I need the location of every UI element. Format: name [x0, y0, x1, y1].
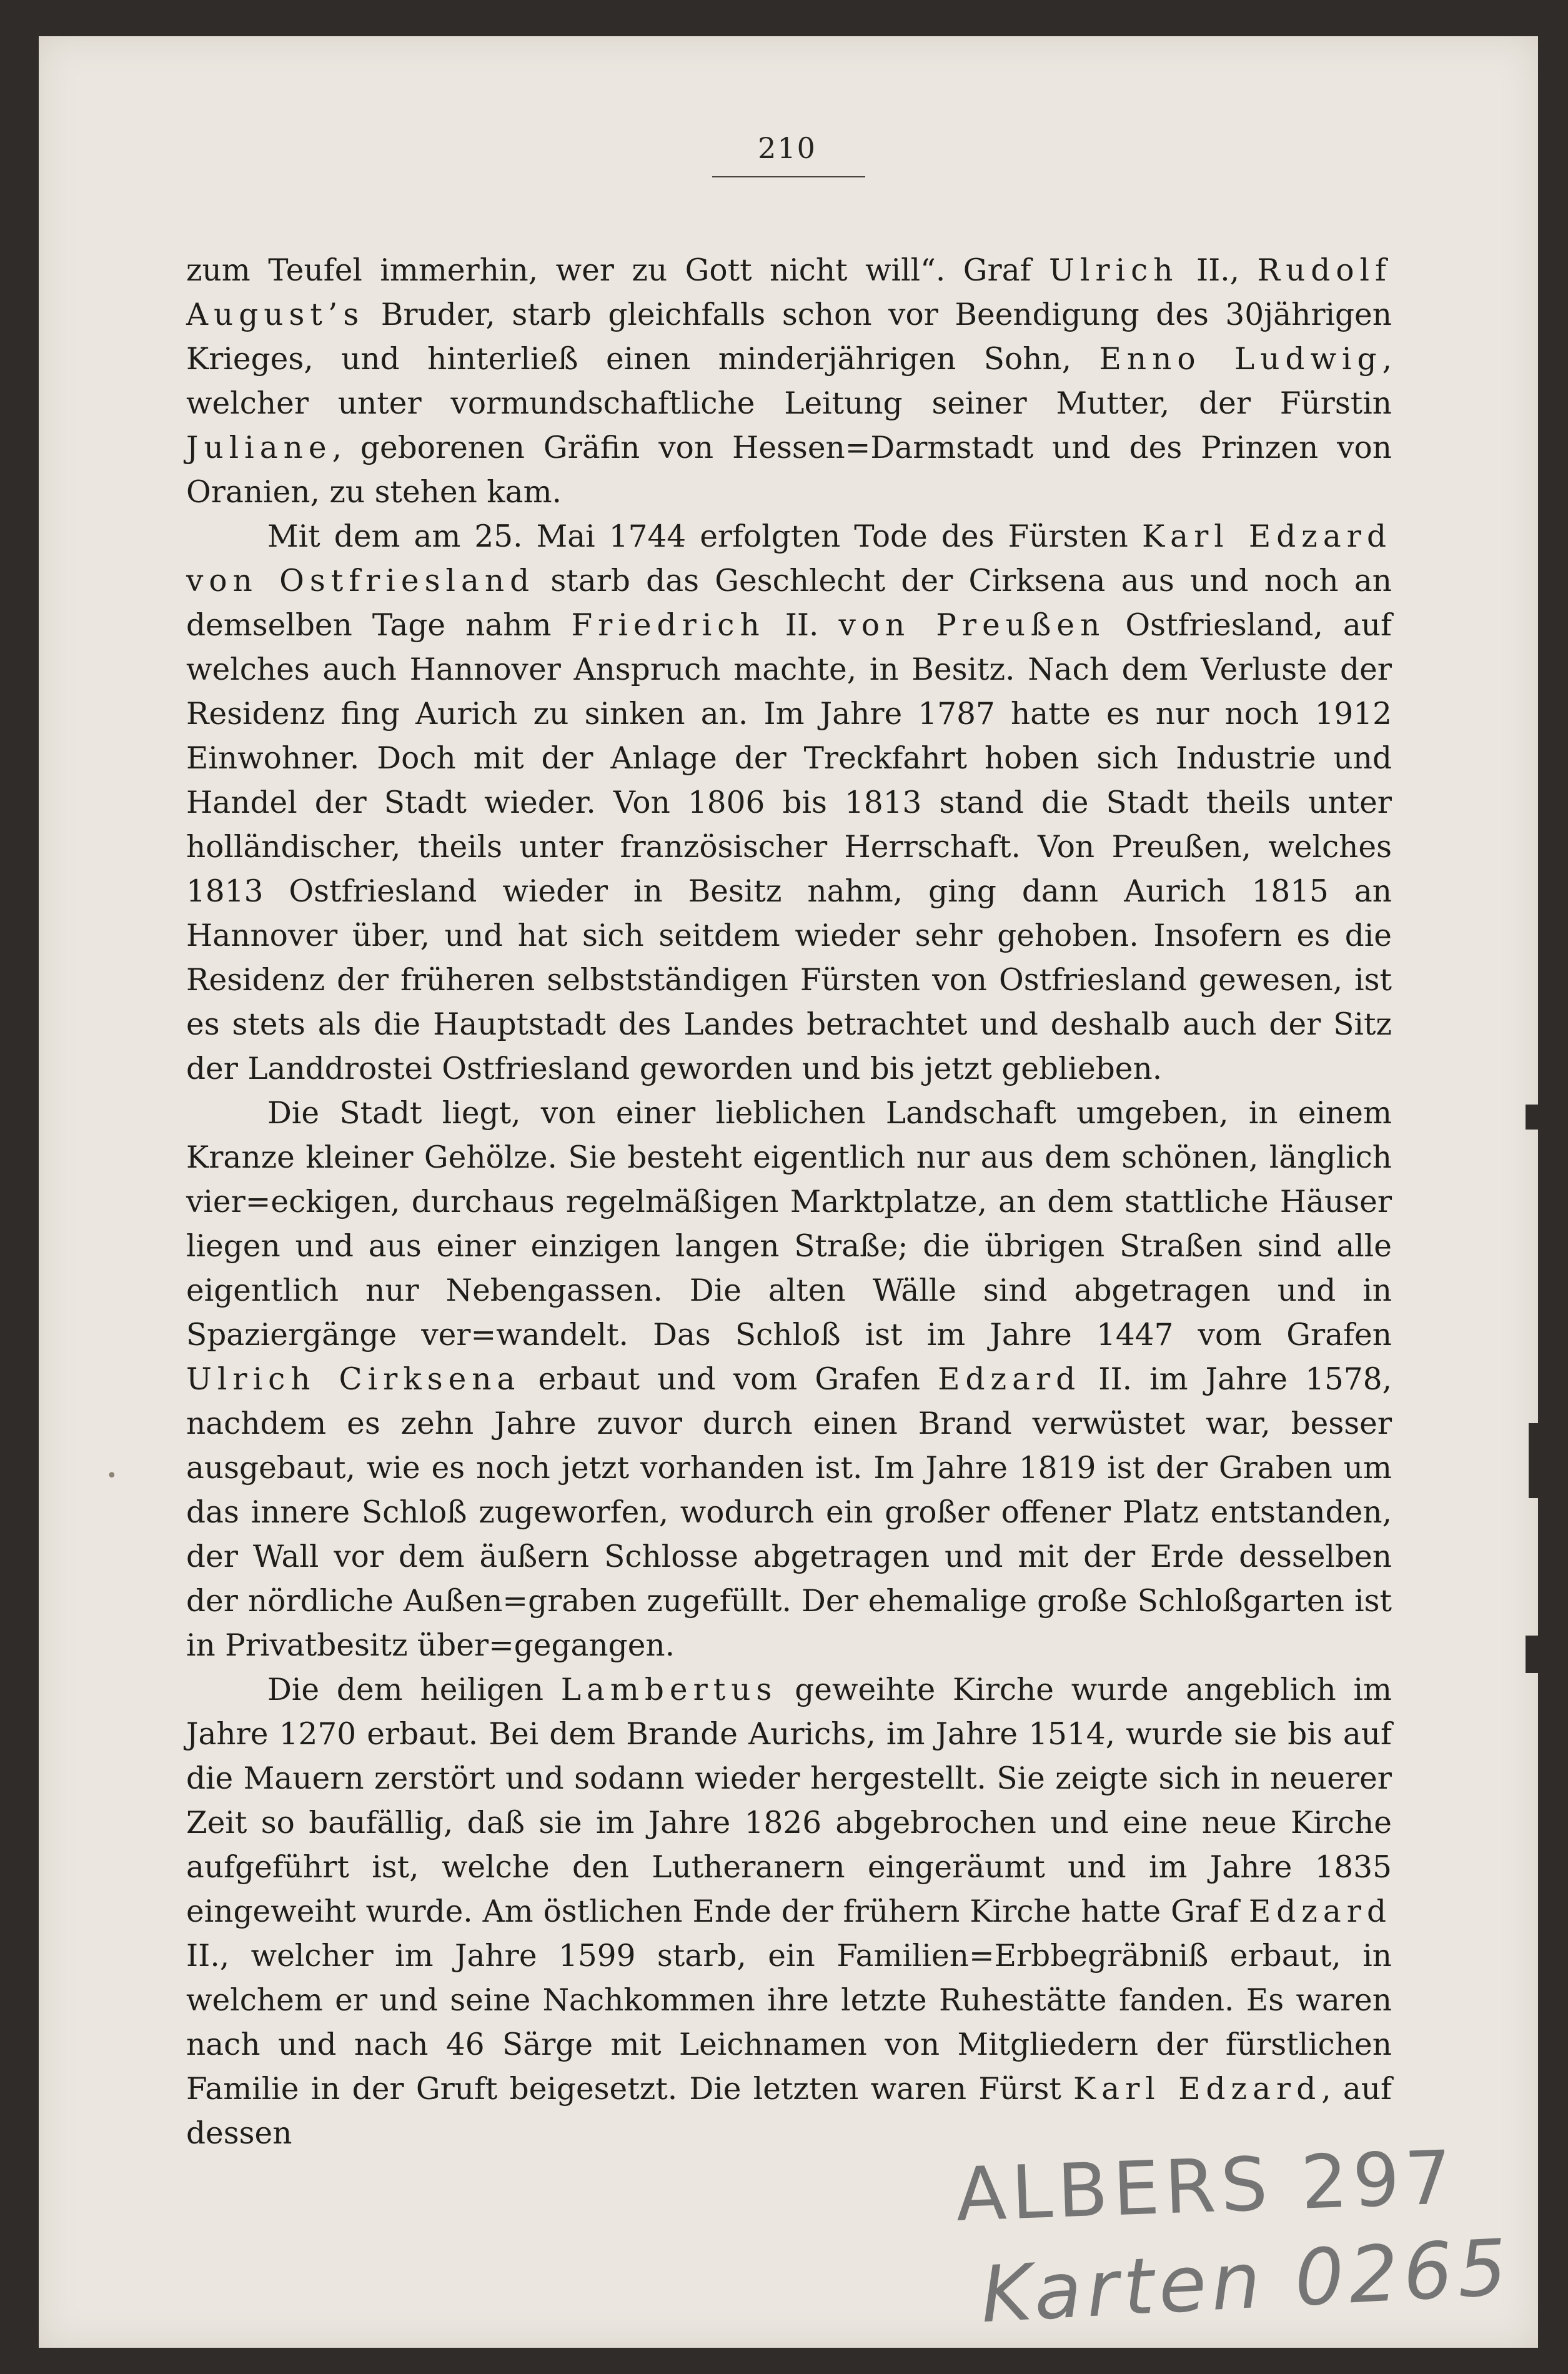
text-run: II., [1178, 253, 1258, 288]
text-run: , geborenen Gräfin von Hessen=Darmstadt und des Prinzen von Oranien, zu stehen kam. [186, 430, 1392, 510]
spaced-name: von Preußen [838, 608, 1106, 643]
torn-edge [1526, 1636, 1551, 1673]
spaced-name: Karl Edzard [1073, 2072, 1322, 2107]
spaced-name: Enno Ludwig [1099, 342, 1382, 377]
text-run: starb das Geschlecht der Cirksena aus und noch an demselben Tage nahm [186, 564, 1392, 643]
spaced-name: Lambertus [560, 1672, 778, 1707]
handwritten-annotation-box: Karten 0265 [978, 2222, 1514, 2341]
page-number: 210 [758, 131, 816, 165]
body-text [186, 249, 1392, 2156]
spaced-name: Ulrich [1049, 253, 1179, 288]
text-run: zum Teufel immerhin, wer zu Gott nicht will“. Graf [186, 253, 1049, 288]
text-run: Bruder, starb gleichfalls schon vor Beendigung des 30jährigen Krieges, und hinterließ einen minderjährigen Sohn, [186, 297, 1392, 377]
paragraph [186, 249, 1392, 515]
spaced-name: Karl Edzard von Ostfriesland [186, 519, 1392, 598]
text-run: , auf dessen [186, 2072, 1392, 2151]
spaced-name: Juliane [186, 430, 332, 465]
text-run: Die Stadt liegt, von einer lieblichen Landschaft umgeben, in einem Kranze kleiner Gehölze. Sie besteht eigentlich nur aus dem schönen, länglich vier=eckigen, durchaus regelmäßigen Marktplatze, an dem stattliche Häuser liegen und aus einer einzigen langen Straße; die übrigen Straßen sind alle eigentlich nur Nebengassen. Die alten Wälle sind abgetragen und in Spaziergänge ver=wandelt. Das Schloß ist im Jahre 1447 vom Grafen [186, 1096, 1392, 1353]
text-run: , welcher unter vormundschaftliche Leitung seiner Mutter, der Fürstin [186, 342, 1392, 421]
spaced-name: Friedrich [571, 608, 765, 643]
text-run: Ostfriesland, auf welches auch Hannover Anspruch machte, in Besitz. Nach dem Verluste der Residenz fing Aurich zu sinken an. Im Jahre 1787 hatte es nur noch 1912 Einwohner. Doch mit der Anlage der Treckfahrt hoben sich Industrie und Handel der Stadt wieder. Von 1806 bis 1813 stand die Stadt theils unter holländischer, theils unter französischer Herrschaft. Von Preußen, welches 1813 Ostfriesland wieder in Besitz nahm, ging dann Aurich 1815 an Hannover über, und hat sich seitdem wieder sehr gehoben. Insofern es die Residenz der früheren selbstständigen Fürsten von Ostfriesland gewesen, ist es stets als die Hauptstadt des Landes betrachtet und deshalb auch der Sitz der Landdrostei Ostfriesland geworden und bis jetzt geblieben. [186, 608, 1392, 1086]
header-rule [712, 176, 865, 177]
text-run: erbaut und vom Grafen [520, 1362, 938, 1397]
text-run: Mit dem am 25. Mai 1744 erfolgten Tode des Fürsten [267, 519, 1142, 554]
paragraph [186, 515, 1392, 1091]
margin-mark: • [106, 1465, 117, 1487]
spaced-name: Edzard [938, 1362, 1081, 1397]
spaced-name: Rudolf August’s [186, 253, 1392, 332]
spaced-name: Ulrich Cirksena [186, 1362, 521, 1397]
torn-edge [1529, 1423, 1554, 1498]
paragraph [186, 1668, 1392, 2156]
text-run: II. [765, 608, 839, 643]
torn-edge [1526, 1105, 1551, 1130]
text-run: Die dem heiligen [267, 1672, 561, 1707]
text-run: geweihte Kirche wurde angeblich im Jahre 1270 erbaut. Bei dem Brande Aurichs, im Jahre 1514, wurde sie bis auf die Mauern zerstört und sodann wieder hergestellt. Sie zeigte sich in neuerer Zeit so baufällig, daß sie im Jahre 1826 abgebrochen und eine neue Kirche aufgeführt ist, welche den Lutheranern eingeräumt und im Jahre 1835 eingeweiht wurde. Am östlichen Ende der frühern Kirche hatte Graf [186, 1672, 1392, 1929]
text-run: II. im Jahre 1578, nachdem es zehn Jahre zuvor durch einen Brand verwüstet war, besser ausgebaut, wie es noch jetzt vorhanden ist. Im Jahre 1819 ist der Graben um das innere Schloß zugeworfen, wodurch ein großer offener Platz entstanden, der Wall vor dem äußern Schlosse abgetragen und mit der Erde desselben der nördliche Außen=graben zugefüllt. Der ehemalige große Schloßgarten ist in Privatbesitz über=gegangen. [186, 1362, 1392, 1663]
text-run: II., welcher im Jahre 1599 starb, ein Familien=Erbbegräbniß erbaut, in welchem er und seine Nachkommen ihre letzte Ruhestätte fanden. Es waren nach und nach 46 Särge mit Leichnamen von Mitgliedern der fürstlichen Familie in der Gruft beigesetzt. Die letzten waren Fürst [186, 1939, 1392, 2107]
spaced-name: Edzard [1248, 1894, 1392, 1929]
handwritten-annotation-archive: ALBERS 297 [954, 2134, 1458, 2238]
paragraph [186, 1091, 1392, 1668]
